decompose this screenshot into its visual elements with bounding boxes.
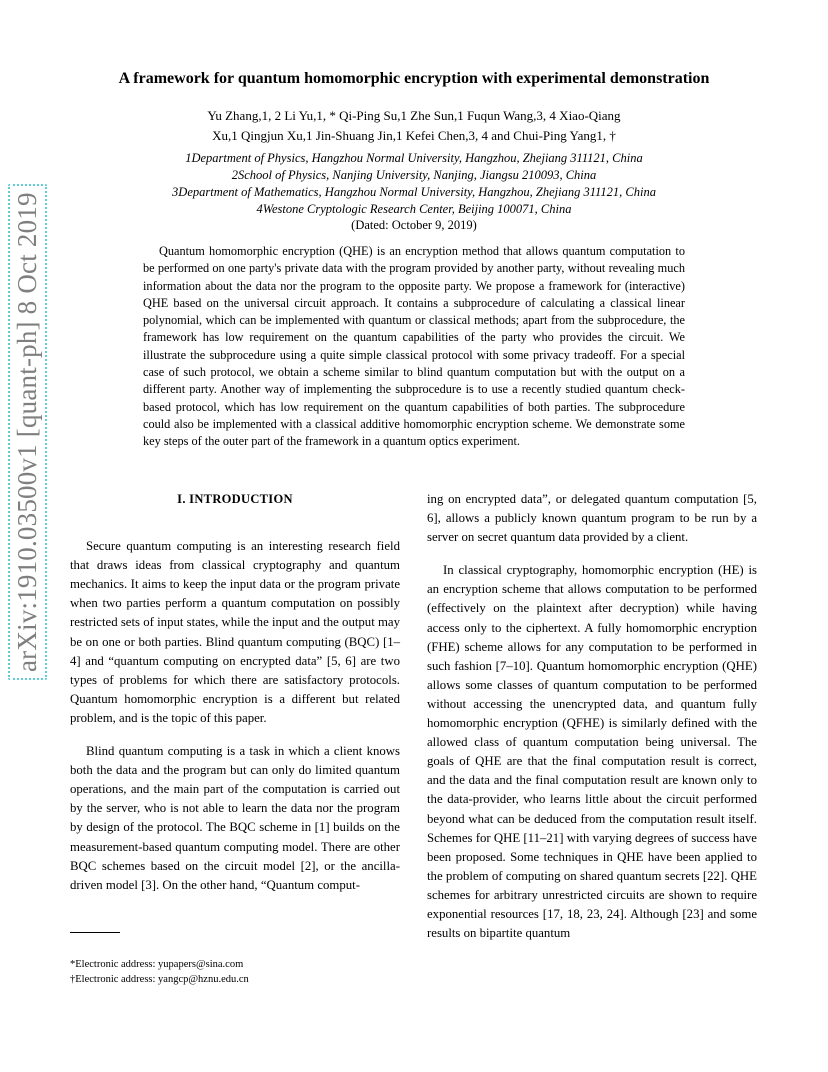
abstract: Quantum homomorphic encryption (QHE) is an encryption method that allows quantum computation to be performed on one party's private data with the program provided by another party, without revealing much information about the data nor the program to the opposite party. We propose a framework for (interactive) QHE based on the universal circuit approach. It contains a subprocedure of calculating a classical linear polynomial, which can be implemented with quantum or classical methods; apart from the subprocedure, the framework has low requirement on the quantum capabilities of the party who provides the circuit. We illustrate the subprocedure using a quite simple classical protocol with some privacy tradeoff. For a special case of such protocol, we obtain a scheme similar to blind quantum computation but with the output on a different party. Another way of implementing the subprocedure is to use a recently studied quantum check-based protocol, which has low requirement on the quantum capabilities of both parties. The subprocedure could also be implemented with a classical additive homomorphic encryption scheme. We demonstrate some key steps of the outer part of the framework in a quantum optics experiment.	[143, 244, 685, 449]
arxiv-side-stamp[interactable]: arXiv:1910.03500v1 [quant-ph] 8 Oct 2019	[8, 184, 47, 680]
affiliation-2: 2School of Physics, Nanjing University, Nanjing, Jiangsu 210093, China	[231, 168, 597, 182]
author-line-1: Yu Zhang,1, 2 Li Yu,1, * Qi-Ping Su,1 Zhe Sun,1 Fuqun Wang,3, 4 Xiao-Qiang	[207, 108, 621, 123]
right-column	[427, 490, 757, 957]
affiliations	[80, 150, 748, 218]
paragraph: Secure quantum computing is an interesting research field that draws ideas from classical cryptography and quantum mechanics. It aims to keep the input data or the program private when two parties perform a quantum computation on possibly restricted sets of input states, while the input and the output may be on one or both parties. Blind quantum computing (BQC) [1–4] and “quantum computing on encrypted data” [5, 6] are two types of problems for which there are satisfactory protocols. Quantum homomorphic encryption is a different but related problem, and is the topic of this paper.	[70, 539, 400, 725]
left-column	[70, 490, 400, 909]
footnote-divider	[70, 932, 120, 933]
section-heading: I. INTRODUCTION	[177, 492, 293, 506]
author-line-2: Xu,1 Qingjun Xu,1 Jin-Shuang Jin,1 Kefei Chen,3, 4 and Chui-Ping Yang1, †	[212, 128, 616, 143]
footnote-email-1[interactable]: *Electronic address: yupapers@sina.com	[70, 959, 244, 970]
paragraph: Blind quantum computing is a task in which a client knows both the data and the program but can only do limited quantum operations, and the main part of the computation is carried out by the server, who is not able to learn the data nor the program by design of the protocol. The BQC scheme in [1] builds on the measurement-based quantum computing model. There are other BQC schemes based on the circuit model [2], or the ancilla-driven model [3]. On the other hand, “Quantum comput-	[70, 744, 400, 892]
dated-line: (Dated: October 9, 2019)	[351, 218, 477, 232]
affiliation-4: 4Westone Cryptologic Research Center, Beijing 100071, China	[256, 202, 572, 216]
paragraph: ing on encrypted data”, or delegated quantum computation [5, 6], allows a publicly known quantum program to be run by a server on secret quantum data provided by a client.	[427, 492, 757, 545]
footnotes	[70, 957, 400, 987]
paper-title: A framework for quantum homomorphic encryption with experimental demonstration	[118, 70, 710, 87]
footnote-email-2[interactable]: †Electronic address: yangcp@hznu.edu.cn	[70, 974, 249, 985]
affiliation-1: 1Department of Physics, Hangzhou Normal University, Hangzhou, Zhejiang 311121, China	[185, 151, 643, 165]
author-list	[120, 106, 708, 146]
paragraph: In classical cryptography, homomorphic encryption (HE) is an encryption scheme that allows computation to be performed (effectively on the plaintext after decryption) while having access only to the ciphertext. A fully homomorphic encryption (FHE) scheme allows for any computation to be performed in such fashion [7–10]. Quantum homomorphic encryption (QHE) allows some classes of quantum computation to be performed without accessing the unencrypted data, and quantum fully homomorphic encryption (QFHE) is similarly defined with the allowed class of quantum computation being universal. The goals of QHE are that the final computation result is correct, and the data and the final computation result are known only to the data-provider, who learns little about the circuit performed beyond what can be deduced from the computation result itself. Schemes for QHE [11–21] with varying degrees of success have been proposed. Some techniques in QHE have been applied to the problem of computing on shared quantum secrets [22]. QHE schemes for arbitrary unrestricted circuits are shown to require exponential resources [17, 18, 23, 24]. Although [23] and some results on bipartite quantum	[427, 563, 757, 941]
affiliation-3: 3Department of Mathematics, Hangzhou Normal University, Hangzhou, Zhejiang 311121, China	[172, 185, 656, 199]
